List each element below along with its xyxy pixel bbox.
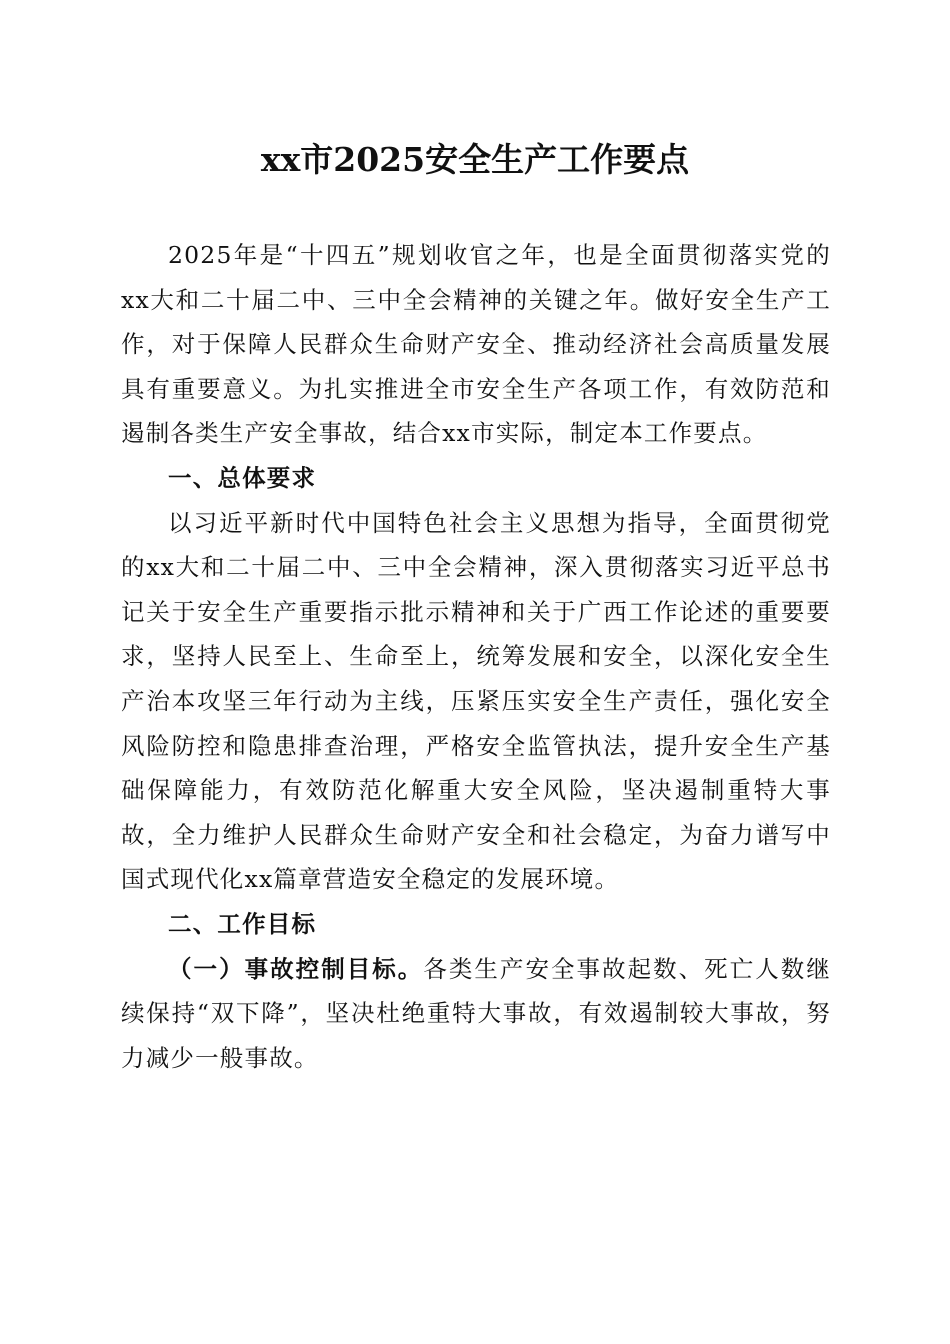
general-requirements-paragraph: 以习近平新时代中国特色社会主义思想为指导，全面贯彻党的xx大和二十届二中、三中全会精神，深入贯彻落实习近平总书记关于安全生产重要指示批示精神和关于广西工作论述的重要要求，坚持人民至上、生命至上，统筹发展和安全，以深化安全生产治本攻坚三年行动为主线，压紧压实安全生产责任，强化安全风险防控和隐患排查治理，严格安全监管执法，提升安全生产基础保障能力，有效防范化解重大安全风险，坚决遏制重特大事故，全力维护人民群众生命财产安全和社会稳定，为奋力谱写中国式现代化xx篇章营造安全稳定的发展环境。 <box>121 508 831 894</box>
section-heading-general-requirements: 一、总体要求 <box>168 463 317 492</box>
intro-paragraph: 2025年是“十四五”规划收官之年，也是全面贯彻落实党的xx大和二十届二中、三中全会精神的关键之年。做好安全生产工作，对于保障人民群众生命财产安全、推动经济社会高质量发展具有重要意义。为扎实推进全市安全生产各项工作，有效防范和遏制各类生产安全事故，结合xx市实际，制定本工作要点。 <box>121 241 831 448</box>
accident-control-label: （一）事故控制目标。 <box>168 954 424 983</box>
section-heading-work-goals: 二、工作目标 <box>168 909 317 938</box>
accident-control-text: 各类生产安全事故起数、死亡人数继续保持“双下降”，坚决杜绝重特大事故，有效遏制较大事故，努力减少一般事故。 <box>121 954 832 1072</box>
document-title: xx市2025安全生产工作要点 <box>260 140 690 179</box>
accident-control-paragraph <box>121 947 831 1081</box>
document-body <box>121 233 831 1080</box>
